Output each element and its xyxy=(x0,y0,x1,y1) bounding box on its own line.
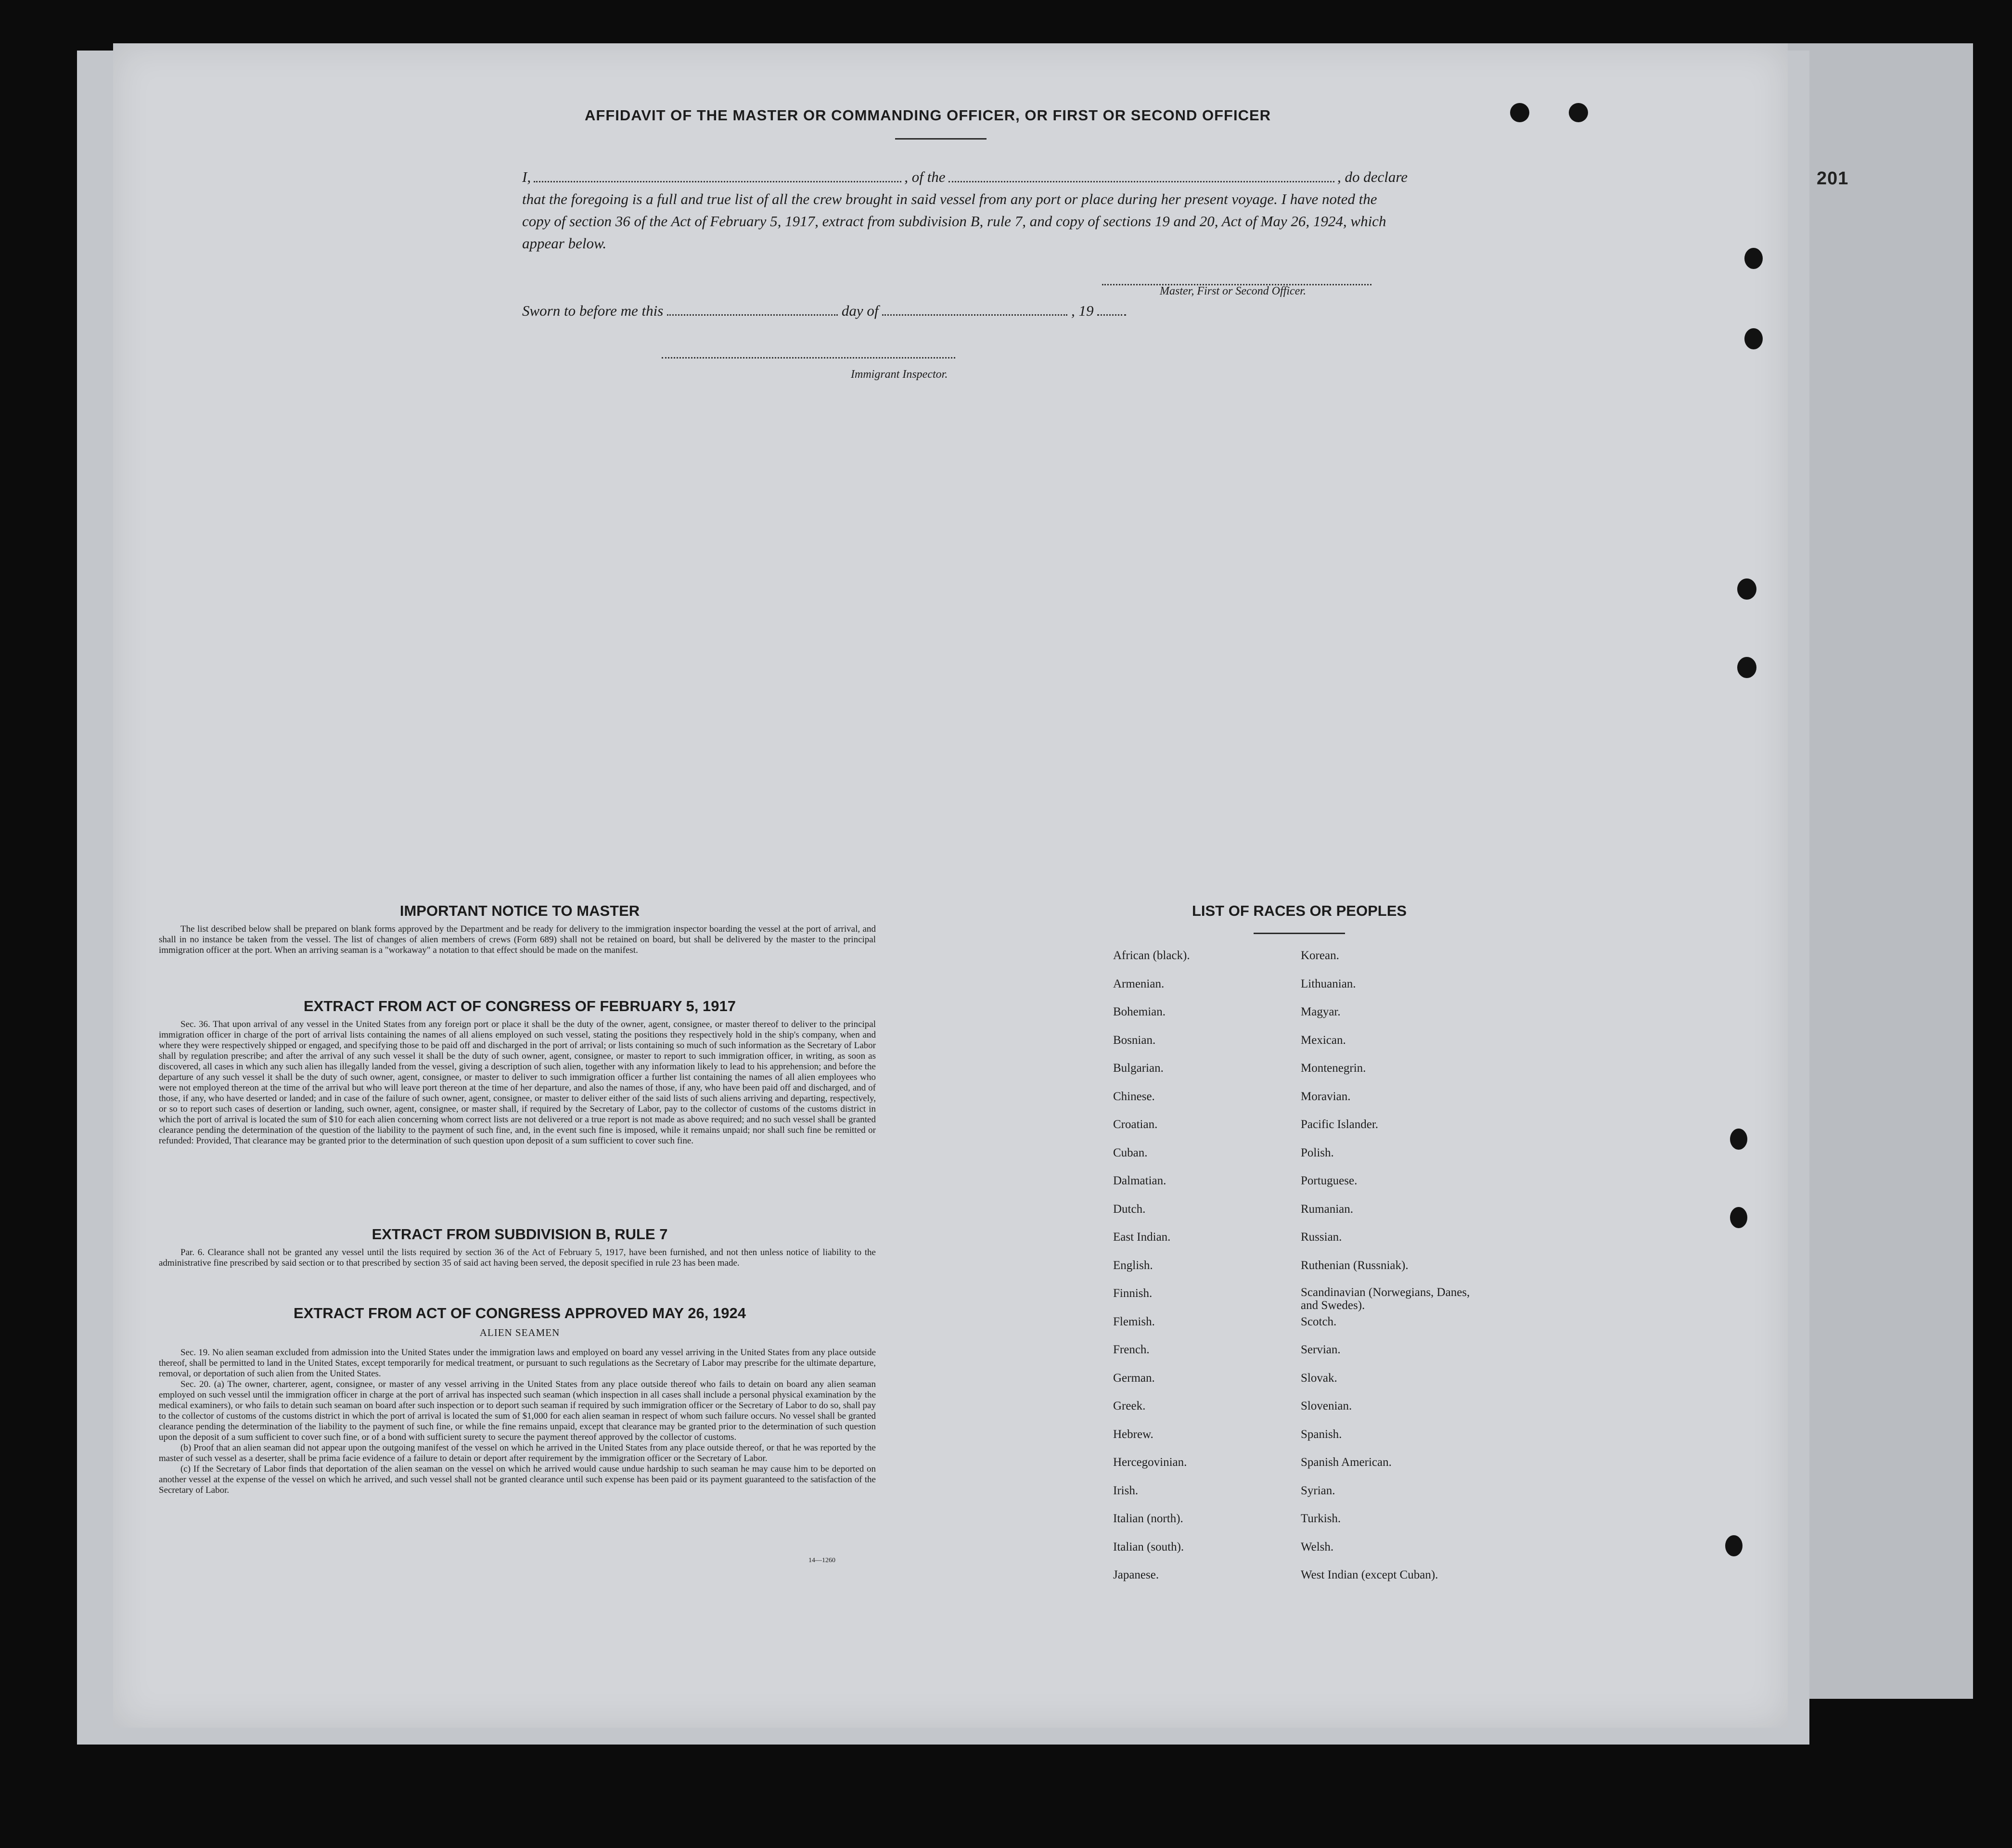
affidavit-body-text: that the foregoing is a full and true list of all the crew brought in said vessel from any port or place during her present voyage. I have noted the copy of section 36 of the Act of February 5, 1917, extract from subdivision B, rule 7, and copy of sections 19 and 20, Act of May 26, 1924, which appear below. xyxy=(522,191,1386,252)
affidavit-i: I, xyxy=(522,168,531,185)
race-item: Armenian. xyxy=(1113,977,1165,990)
punch-hole xyxy=(1737,578,1756,600)
extract-1917-title: EXTRACT FROM ACT OF CONGRESS OF FEBRUARY 5, 1917 xyxy=(304,998,736,1014)
sec-20b: (b) Proof that an alien seaman did not appear upon the outgoing manifest of the vessel on which he arrived in the United States from any place outside thereof, or that he was reported by the master of such vessel as a deserter, shall be prima facie evidence of a failure to detain or deport after requirement by the immigration officer or the Secretary of Labor. xyxy=(159,1443,876,1463)
sworn-line xyxy=(522,302,1126,320)
race-item: Syrian. xyxy=(1301,1484,1335,1497)
race-item: Slovak. xyxy=(1301,1371,1337,1385)
affidavit-title: AFFIDAVIT OF THE MASTER OR COMMANDING OFFICER, OR FIRST OR SECOND OFFICER xyxy=(585,107,1271,124)
punch-hole xyxy=(1730,1207,1747,1228)
race-item: Lithuanian. xyxy=(1301,977,1356,990)
race-item: Italian (south). xyxy=(1113,1540,1184,1553)
race-item: Scotch. xyxy=(1301,1315,1337,1328)
punch-hole xyxy=(1510,103,1529,122)
punch-hole xyxy=(1737,657,1756,678)
race-item: Irish. xyxy=(1113,1484,1139,1497)
race-item: Dalmatian. xyxy=(1113,1174,1166,1187)
affidavit-declaration-line xyxy=(522,166,1408,188)
race-item: Bohemian. xyxy=(1113,1005,1166,1018)
inspector-signature-line xyxy=(662,357,955,359)
race-item: Turkish. xyxy=(1301,1512,1341,1525)
races-title-rule xyxy=(1254,933,1345,934)
race-item: Russian. xyxy=(1301,1231,1342,1244)
race-item: Slovenian. xyxy=(1301,1399,1352,1412)
name-blank xyxy=(534,166,901,182)
race-item: Hebrew. xyxy=(1113,1427,1153,1441)
sworn-year: , 19 xyxy=(1071,302,1094,319)
punch-hole xyxy=(1744,248,1763,269)
affidavit-title-rule xyxy=(895,138,987,140)
punch-hole xyxy=(1744,328,1763,349)
extract-rule7-title: EXTRACT FROM SUBDIVISION B, RULE 7 xyxy=(372,1226,668,1243)
race-item: Moravian. xyxy=(1301,1090,1351,1103)
notice-title: IMPORTANT NOTICE TO MASTER xyxy=(399,902,640,919)
sworn-month-blank xyxy=(882,314,1067,316)
race-item: Mexican. xyxy=(1301,1033,1346,1047)
vessel-blank xyxy=(948,166,1334,182)
race-item: West Indian (except Cuban). xyxy=(1301,1568,1438,1581)
race-item: Dutch. xyxy=(1113,1202,1146,1216)
sec-20a: Sec. 20. (a) The owner, charterer, agent, consignee, or master of any vessel arriving in the United States from any place outside thereof who fails to detain on board any alien seaman employed on such vessel until the immigration officer in charge at the port of arrival has inspected such seaman (which inspection in all cases shall include a personal physical examination by the medical examiners), or who fails to detain such seaman on board after such inspection or to deport such seaman if required by such immigration officer or the Secretary of Labor to do so, shall pay to the collector of customs of the customs district in which the port of arrival is located the sum of $1,000 for each alien seaman in respect of whom such failure occurs. No vessel shall be granted clearance pending the determination of the liability to the payment of such fine, or while the fine remains unpaid, except that clearance may be granted prior to the determination of such question upon the deposit of a sum sufficient to cover such fine, or of a bond with sufficient surety to secure the payment thereof approved by the collector of customs. xyxy=(159,1379,876,1442)
extract-1924-title: EXTRACT FROM ACT OF CONGRESS APPROVED MAY 26, 1924 xyxy=(294,1305,746,1322)
punch-hole xyxy=(1730,1129,1747,1150)
inspector-label: Immigrant Inspector. xyxy=(851,368,948,381)
race-item: Italian (north). xyxy=(1113,1512,1183,1525)
race-item: Korean. xyxy=(1301,949,1339,962)
race-item: Hercegovinian. xyxy=(1113,1456,1187,1469)
affidavit-text xyxy=(522,166,1408,255)
notice-body: The list described below shall be prepared on blank forms approved by the Department and be ready for delivery to the immigration inspector boarding the vessel at the port of arrival, and shall in no instance be taken from the vessel. The list of changes of alien members of crews (Form 689) shall not be retained on board, but shall be delivered by the master to the principal immigration officer at the port. When an arriving seaman is a "workaway" a notation to that effect should be made on the manifest. xyxy=(159,924,876,955)
race-item: Greek. xyxy=(1113,1399,1146,1412)
punch-hole xyxy=(1569,103,1588,122)
race-item: Rumanian. xyxy=(1301,1202,1354,1216)
races-title: LIST OF RACES OR PEOPLES xyxy=(1192,902,1407,919)
race-item: Portuguese. xyxy=(1301,1174,1358,1187)
master-signature-label: Master, First or Second Officer. xyxy=(1160,285,1306,297)
race-item: African (black). xyxy=(1113,949,1190,962)
race-item: Cuban. xyxy=(1113,1146,1148,1159)
race-item: Bulgarian. xyxy=(1113,1062,1164,1075)
races-column-2 xyxy=(1301,948,1474,1596)
race-item: Scandinavian (Norwegians, Danes, and Swedes). xyxy=(1301,1286,1470,1312)
race-item: Flemish. xyxy=(1113,1315,1155,1328)
page-number: 201 xyxy=(1817,168,1849,189)
race-item: East Indian. xyxy=(1113,1231,1171,1244)
sworn-date-blank xyxy=(667,314,838,316)
extract-1924-body xyxy=(159,1348,876,1496)
race-item: Japanese. xyxy=(1113,1568,1159,1581)
race-item: Finnish. xyxy=(1113,1287,1153,1300)
race-item: Servian. xyxy=(1301,1343,1341,1356)
race-item: Welsh. xyxy=(1301,1540,1334,1553)
punch-hole xyxy=(1725,1535,1743,1556)
race-item: Pacific Islander. xyxy=(1301,1118,1379,1131)
race-item: English. xyxy=(1113,1258,1153,1272)
sec-20c: (c) If the Secretary of Labor finds that deportation of the alien seaman on the vessel on which he arrived would cause undue hardship to such seaman he may cause him to be deported on another vessel at the expense of the vessel on which he arrived, and such vessel shall not be granted clearance until such expense has been paid or its payment guaranteed to the satisfaction of the Secretary of Labor. xyxy=(159,1464,876,1495)
sworn-day-of: day of xyxy=(841,302,879,319)
sec-19: Sec. 19. No alien seaman excluded from admission into the United States under the immigration laws and employed on board any vessel arriving in the United States from any place outside thereof, shall be permitted to land in the United States, except temporarily for medical treatment, or pursuant to such regulations as the Secretary of Labor may prescribe for the ultimate departure, removal, or deportation of such alien from the United States. xyxy=(159,1348,876,1379)
race-item: Croatian. xyxy=(1113,1118,1158,1131)
sworn-year-blank xyxy=(1097,314,1126,316)
affidavit-do-declare: , do declare xyxy=(1337,168,1408,185)
race-item: Montenegrin. xyxy=(1301,1062,1366,1075)
races-column-1 xyxy=(1113,948,1190,1596)
form-number: 14—1260 xyxy=(808,1557,835,1564)
race-item: German. xyxy=(1113,1371,1155,1385)
race-item: Magyar. xyxy=(1301,1005,1341,1018)
race-item: Spanish. xyxy=(1301,1427,1342,1441)
race-item: Polish. xyxy=(1301,1146,1334,1159)
affidavit-of-the: , of the xyxy=(904,168,946,185)
race-item: French. xyxy=(1113,1343,1150,1356)
extract-rule7-body: Par. 6. Clearance shall not be granted any vessel until the lists required by section 36 of the Act of February 5, 1917, have been furnished, and not then unless notice of liability to the administrative fine prescribed by said section or to that prescribed by section 35 of said act having been served, the deposit specified in rule 23 has been made. xyxy=(159,1247,876,1268)
extract-1924-subtitle: ALIEN SEAMEN xyxy=(479,1327,560,1338)
race-item: Ruthenian (Russniak). xyxy=(1301,1258,1409,1272)
sworn-prefix: Sworn to before me this xyxy=(522,302,664,319)
race-item: Spanish American. xyxy=(1301,1456,1392,1469)
race-item: Bosnian. xyxy=(1113,1033,1156,1047)
race-item: Chinese. xyxy=(1113,1090,1155,1103)
extract-1917-body: Sec. 36. That upon arrival of any vessel in the United States from any foreign port or place it shall be the duty of the owner, agent, consignee, or master thereof to deliver to the principal immigration officer in charge of the port of arrival lists containing the names of all aliens employed on such vessel, stating the positions they respectively hold in the ship's company, when and where they were respectively shipped or engaged, and specifying those to be paid off and discharged in the port of arrival; or lists containing so much of such information as the Secretary of Labor shall by regulation prescribe; and after the arrival of any such vessel it shall be the duty of such owner, agent, consignee, or master to report to such immigration officer, in writing, as soon as discovered, all cases in which any such alien has illegally landed from the vessel, giving a description of such alien, together with any information likely to lead to his apprehension; and before the departure of any such vessel it shall be the duty of such owner, agent, consignee, or master to deliver to such immigration officer a further list containing the names of all alien employees who were not employed thereon at the time of the arrival but who will leave port thereon at the time of her departure, and also the names of those, if any, who have been paid off and discharged, and of those, if any, who have deserted or landed; and in case of the failure of such owner, agent, consignee, or master to deliver either of the said lists of such aliens arriving and departing, respectively, or so to report such cases of desertion or landing, such owner, agent, consignee, or master shall, if required by the Secretary of Labor, pay to the collector of customs of the customs district in which the port of arrival is located the sum of $10 for each alien concerning whom correct lists are not delivered or a true report is not made as above required; and no such vessel shall be granted clearance pending the determination of the question of the liability to the payment of such fine, and, in the event such fine is imposed, while it remains unpaid; nor shall such fine be remitted or refunded: Provided, That clearance may be granted prior to the determination of such question upon deposit of a sum sufficient to cover such fine. xyxy=(159,1019,876,1146)
